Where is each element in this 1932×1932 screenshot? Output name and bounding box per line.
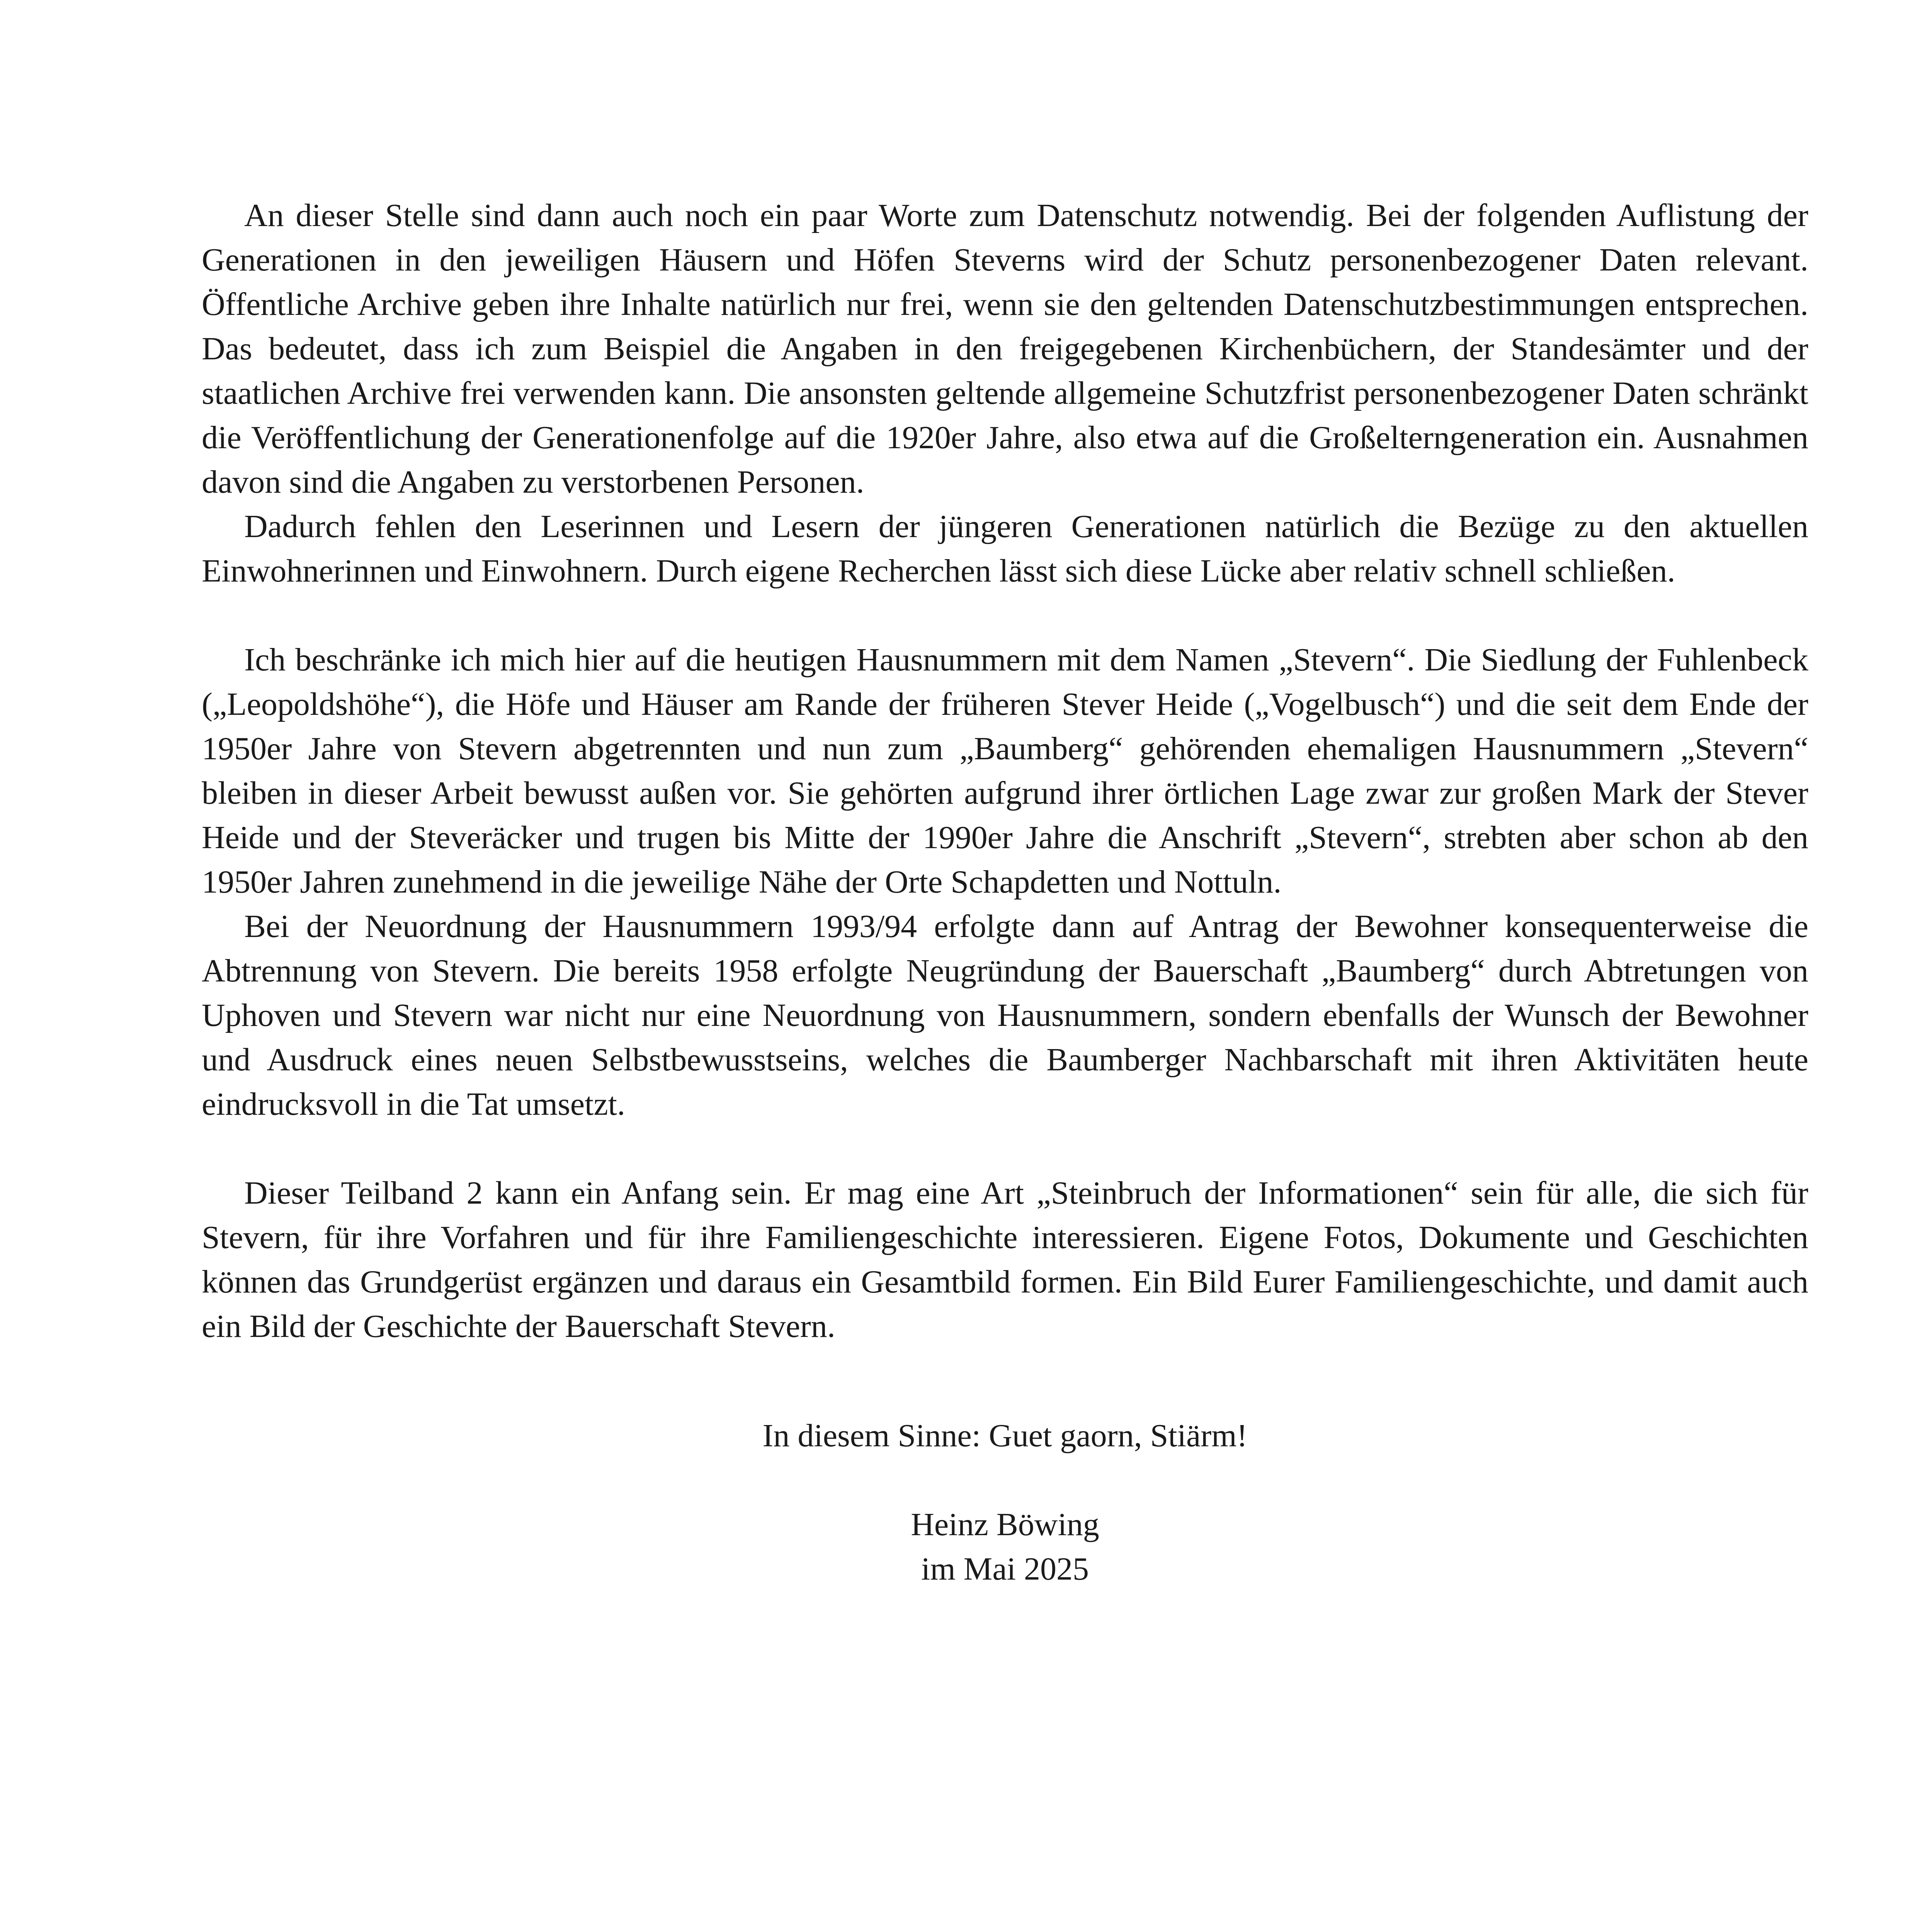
signature-date: im Mai 2025 (921, 1551, 1089, 1587)
paragraph-hausnummern: Ich beschränke ich mich hier auf die heutigen Hausnummern mit dem Namen „Stevern“. Die Siedlung der Fuhlenbeck („Leopoldshöhe“), die Höfe und Häuser am Rande der früheren Stever Heide („Vogelbusch“) und die seit dem Ende der 1950er Jahre von Stevern abgetrennten und nun zum „Baumberg“ gehörenden ehemaligen Hausnummern „Stevern“ bleiben in dieser Arbeit bewusst außen vor. Sie gehörten aufgrund ihrer örtlichen Lage zwar zur großen Mark der Stever Heide und der Steveräcker und trugen bis Mitte der 1990er Jahre die Anschrift „Stevern“, strebten aber schon ab den 1950er Jahren zunehmend in die jeweilige Nähe der Orte Schapdetten und Nottuln. (202, 642, 1808, 900)
body-text (202, 193, 1808, 1349)
closing-greeting: In diesem Sinne: Guet gaorn, Stiärm! (762, 1418, 1248, 1454)
paragraph-datenschutz: An dieser Stelle sind dann auch noch ein paar Worte zum Datenschutz notwendig. Bei der folgenden Auflistung der Generationen in den jeweiligen Häusern und Höfen Steverns wird der Schutz personenbezogener Daten relevant. Öffentliche Archive geben ihre Inhalte natürlich nur frei, wenn sie den geltenden Datenschutzbestimmungen entsprechen. Das bedeutet, dass ich zum Beispiel die Angaben in den freigegebenen Kirchenbüchern, der Standesämter und der staatlichen Archive frei verwenden kann. Die ansonsten geltende allgemeine Schutzfrist personenbezogener Daten schränkt die Veröffentlichung der Generationenfolge auf die 1920er Jahre, also etwa auf die Großelterngeneration ein. Ausnahmen davon sind die Angaben zu verstorbenen Personen. (202, 197, 1808, 500)
paragraph-neuordnung: Bei der Neuordnung der Hausnummern 1993/94 erfolgte dann auf Antrag der Bewohner konsequenterweise die Abtrennung von Stevern. Die bereits 1958 erfolgte Neugründung der Bauerschaft „Baumberg“ durch Abtretungen von Uphoven und Stevern war nicht nur eine Neuordnung von Hausnummern, sondern ebenfalls der Wunsch der Bewohner und Ausdruck eines neuen Selbstbewusstseins, welches die Baumberger Nachbarschaft mit ihren Aktivitäten heute eindrucksvoll in die Tat umsetzt. (202, 908, 1808, 1122)
author-name: Heinz Böwing (911, 1507, 1099, 1543)
paragraph-teilband: Dieser Teilband 2 kann ein Anfang sein. Er mag eine Art „Steinbruch der Informationen“ sein für alle, die sich für Stevern, für ihre Vorfahren und für ihre Familiengeschichte interessieren. Eigene Fotos, Dokumente und Geschichten können das Grundgerüst ergänzen und daraus ein Gesamtbild formen. Ein Bild Eurer Familiengeschichte, und damit auch ein Bild der Geschichte der Bauerschaft Stevern. (202, 1175, 1808, 1344)
paragraph-bezuege: Dadurch fehlen den Leserinnen und Lesern der jüngeren Generationen natürlich die Bezüge zu den aktuellen Einwohnerinnen und Einwohnern. Durch eigene Recherchen lässt sich diese Lücke aber relativ schnell schließen. (202, 509, 1808, 589)
